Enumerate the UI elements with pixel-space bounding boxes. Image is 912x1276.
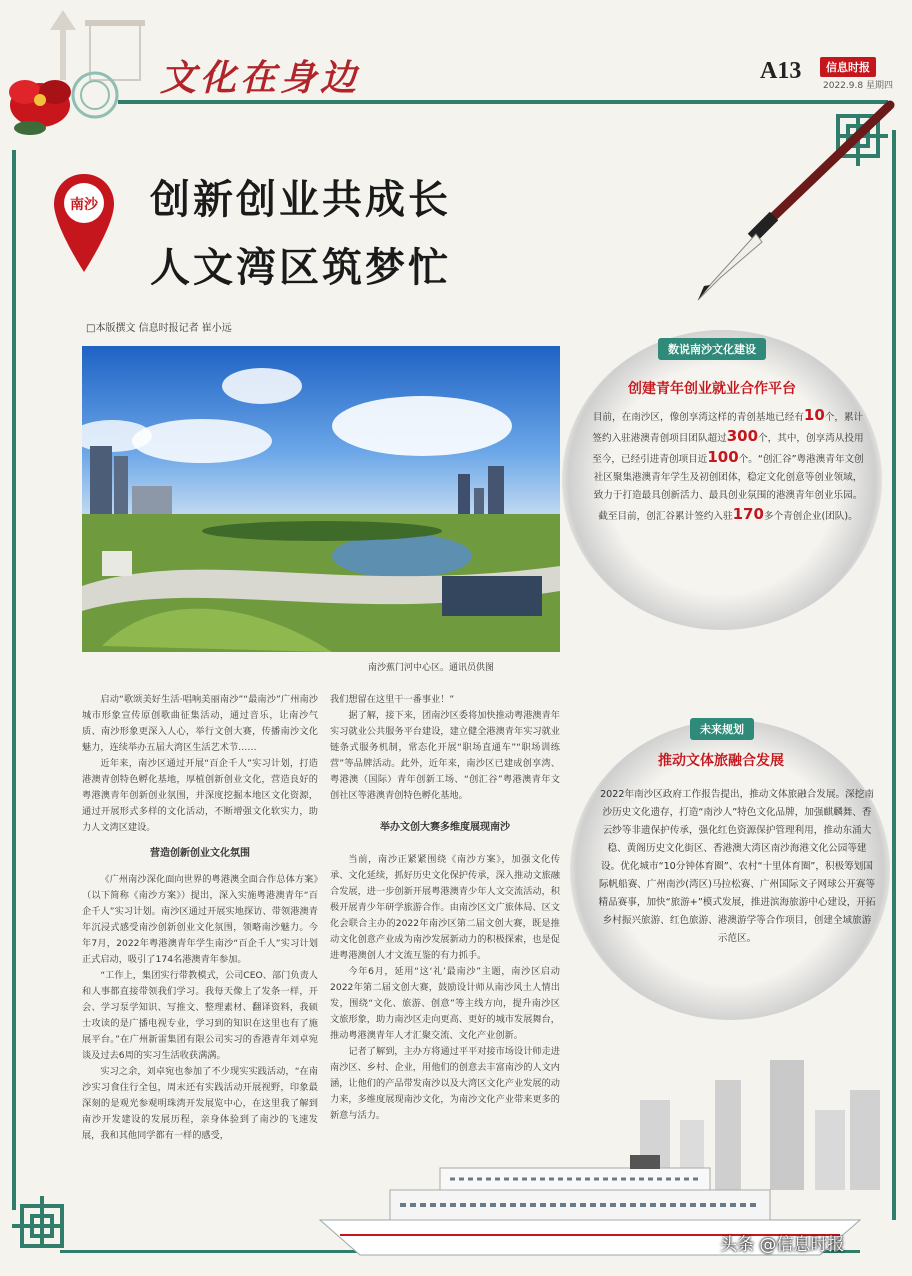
- stat-number: 10: [803, 406, 825, 424]
- watermark-source: 头条 @信息时报: [720, 1235, 845, 1255]
- paragraph: 我们想留在这里干一番事业！”: [330, 694, 455, 705]
- byline: □本版撰文 信息时报记者 崔小远: [86, 323, 232, 334]
- section-title: 文化在身边: [160, 57, 361, 99]
- article-column-left: [82, 692, 318, 1144]
- paper-logo: 信息时报: [820, 57, 876, 77]
- sidebar-stats-text: [592, 406, 864, 526]
- sidebar-label: 未来规划: [690, 718, 754, 740]
- headline-line-1: 创新创业共成长: [150, 176, 451, 223]
- paragraph: 实习之余，刘卓宛也参加了不少现实实践活动，“在南沙实习食住行全包，周末还有实践活动开展视野，印象最深刻的是观光参观明珠湾开发展览中心，在这里我了解到南沙开发建设的发展历程，亲身体验到了南沙的飞速发展，我和其他同学都有一样的感受，: [82, 1066, 318, 1141]
- headline-line-2: 人文湾区筑梦忙: [150, 244, 451, 291]
- frame-left-rule: [12, 150, 16, 1210]
- paragraph: “工作上，集团实行带教模式，公司CEO、部门负责人和人事都直接带领我们学习。我每天像上了发条一样，开会、学习泵学知识、写推文、整理素材、翻译资料，我硕士攻读的是广播电视专业，学习到的知识在这里也有了施展平台。”在广州新雷集团有限公司实习的香港青年刘卓宛谈及过去6周的实习生活收获满满。: [82, 970, 318, 1061]
- sidebar-subtitle: 推动文体旅融合发展: [658, 753, 784, 769]
- paragraph: 据了解，接下来，团南沙区委将加快推动粤港澳青年实习就业公共服务平台建设，建立健全港澳青年实习就业链条式服务机制，常态化开展“职场直通车”“职场训练营”等品牌活动。此外，近年来，南沙区已建成创享湾、粤港澳（国际）青年创新工场、“创汇谷”粤港澳青年文创社区等港澳青创特色孵化基地。: [330, 710, 560, 801]
- stat-number: 170: [732, 505, 764, 523]
- page-number: A13: [760, 58, 802, 84]
- paragraph: 启动“歌颂美好生活·唱响美丽南沙”“最南沙”广州南沙城市形象宣传原创歌曲征集活动，通过音乐，让南沙气质、南沙形象更深入人心，举行文创大赛，传播南沙文化魅力，连续举办五届大湾区生活艺术节……: [82, 694, 318, 753]
- sidebar-plan-text: 2022年南沙区政府工作报告提出，推动文体旅融合发展。深挖南沙历史文化遗存，打造“南沙人”特色文化品牌，加强麒麟舞、香云纱等非遗保护传承，强化红色资源保护管理利用，推动东涌大稳、黄阁历史文化街区、香港澳大湾区南沙海港文化公园等建设。优化城市“10分钟体育圈”、农村“十里体育圈”，积极筹划国际帆船赛、广州南沙(湾区)马拉松赛、广州国际文子网球公开赛等精品赛事，加快“旅游+”模式发展，推进滨海旅游中心建设，开拓乡村振兴旅游、红色旅游、港澳游学等合作项目，创建全域旅游示范区。: [598, 789, 876, 944]
- stat-text: 多个青创企业(团队)。: [763, 511, 858, 522]
- stat-text: 个，其中，创享湾从投用至今，已经引进青创项目近: [592, 433, 864, 465]
- subheading: 营造创新创业文化氛围: [150, 848, 250, 859]
- photo-caption: 南沙蕉门河中心区。通讯员供图: [368, 663, 495, 673]
- chinese-knot-corner-icon: [12, 1196, 72, 1256]
- location-pin-badge: [52, 172, 116, 276]
- paragraph: 《广州南沙深化面向世界的粤港澳全面合作总体方案》（以下简称《南沙方案》）提出，深入实施粤港澳青年“百企千人”实习计划。南沙区通过开展实地探访、带领港澳青年沉浸式感受南沙创新创业文化氛围，领略南沙魅力。今年7月，2022年粤港澳青年学生南沙“百企千人”实习计划正式启动，吸引了174名港澳青年参加。: [82, 874, 318, 965]
- stat-number: 300: [726, 427, 759, 445]
- stat-number: 100: [707, 448, 739, 466]
- paragraph: 今年6月，延用“这‘礼’最南沙”主题，南沙区启动2022年第二届文创大赛，鼓励设计师从南沙风土人情出发，围绕“文化、旅游、创意”等主线方向，提升南沙区文旅形象，助力南沙区走向更高、更好的城市发展舞台，推动粤港澳青年人才汇聚交流、文化产业创新。: [330, 966, 560, 1041]
- sidebar-label: 数说南沙文化建设: [658, 338, 766, 360]
- issue-date: 2022.9.8 星期四: [823, 81, 893, 91]
- district-badge-label: 南沙: [70, 197, 98, 213]
- paragraph: 当前，南沙正紧紧围绕《南沙方案》，加强文化传承、文化延续，抓好历史文化保护传承，深入推动文旅融合发展，进一步创新开展粤港澳青少年人文交流活动，积极开展青少年研学旅游合作。由南沙区文广旅体局、区文化会联合主办的2022年南沙区第二届文创大赛，既是推动文化创意产业成为南沙发展新动力的积极探索，也是促进粤港澳创人才文流互鉴的有力抓手。: [330, 854, 560, 961]
- article-column-middle: [330, 692, 560, 1124]
- stat-text: 个，累计签约入驻港澳青创项目团队超过: [592, 412, 864, 444]
- stat-text: 目前，在南沙区，像创享湾这样的青创基地已经有: [592, 412, 804, 423]
- stat-text: 个。“创汇谷”粤港澳青年文创社区聚集港澳青年学生及初创团体，稳定文化创意等创业领域，致力于打造最具创新活力、最具创业氛围的港澳青年创业乐园。截至目前，创汇谷累计签约入驻: [593, 454, 864, 522]
- paragraph: 近年来，南沙区通过开展“百企千人”实习计划，打造港澳青创特色孵化基地，厚植创新创业文化，营造良好的粤港澳青年创新创业氛围，并深度挖掘本地区文化资源，通过开展形式多样的文化活动，不断增强文化软实力，助力人文湾区建设。: [82, 758, 318, 833]
- header-flower-illustration: [0, 0, 160, 150]
- city-park-photo: [82, 346, 560, 652]
- paragraph: 记者了解到，主办方将通过平平对接市场设计师走进南沙区、乡村、企业，用他们的创意去丰富南沙的人文内涵，让他们的产品带发南沙以及大湾区文化产业发展的动力来，多维度展现南沙文化，为南沙文化产业带来更多的新意与活力。: [330, 1046, 560, 1121]
- sidebar-subtitle: 创建青年创业就业合作平台: [628, 381, 796, 397]
- subheading: 举办文创大赛多维度展现南沙: [380, 822, 510, 833]
- calligraphy-brush-icon: [690, 100, 900, 310]
